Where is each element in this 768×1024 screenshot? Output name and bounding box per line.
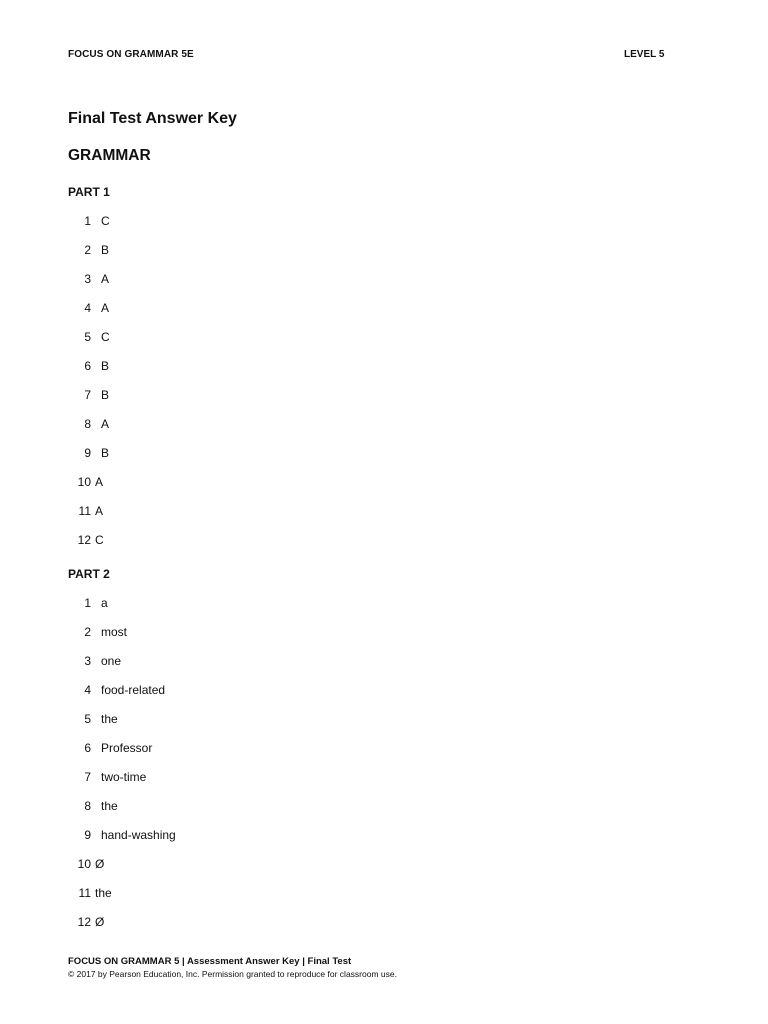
answer-row [68,915,176,944]
answer-row [68,533,110,562]
answer-value: the [101,799,118,813]
answer-value: A [95,475,104,489]
answer-value: Ø [95,857,105,871]
answer-value: C [95,533,104,547]
answer-number: 3 [84,272,91,286]
answer-row [68,683,176,712]
answer-value: most [101,625,128,639]
answer-row [68,359,110,388]
answer-row [68,301,110,330]
answer-number: 8 [84,799,91,813]
answer-row [68,330,110,359]
answer-value: hand-washing [101,828,176,842]
answer-value: B [101,388,110,402]
answer-value: two-time [101,770,147,784]
answer-value: the [101,712,118,726]
answer-row [68,214,110,243]
answer-value: C [101,330,110,344]
answer-value: Ø [95,915,105,929]
answer-row [68,654,176,683]
answer-value: Professor [101,741,153,755]
part-2-answer-list [68,596,176,944]
part-2-heading: PART 2 [68,567,110,581]
answer-number: 1 [84,596,91,610]
answer-number: 11 [78,504,91,518]
answer-row [68,504,110,533]
header-level: LEVEL 5 [624,49,665,60]
answer-value: A [101,301,110,315]
answer-row [68,741,176,770]
answer-row [68,886,176,915]
answer-row [68,446,110,475]
answer-number: 6 [84,359,91,373]
answer-row [68,712,176,741]
answer-number: 10 [77,857,91,871]
answer-number: 12 [77,915,91,929]
answer-number: 5 [84,330,91,344]
answer-number: 7 [84,388,91,402]
answer-number: 10 [77,475,91,489]
answer-row [68,243,110,272]
answer-row [68,596,176,625]
answer-value: food-related [101,683,166,697]
answer-row [68,417,110,446]
answer-value: C [101,214,110,228]
answer-value: B [101,359,110,373]
answer-value: one [101,654,122,668]
answer-number: 5 [84,712,91,726]
answer-number: 8 [84,417,91,431]
footer-title: FOCUS ON GRAMMAR 5 | Assessment Answer Key | Final Test [68,956,352,967]
answer-row [68,272,110,301]
answer-row [68,828,176,857]
answer-value: B [101,446,110,460]
answer-value: B [101,243,110,257]
answer-number: 4 [84,683,91,697]
answer-number: 2 [84,625,91,639]
answer-number: 2 [84,243,91,257]
document-title: Final Test Answer Key [68,110,237,127]
footer-copyright: © 2017 by Pearson Education, Inc. Permission granted to reproduce for classroom use. [68,969,397,979]
answer-number: 3 [84,654,91,668]
answer-row [68,625,176,654]
part-1-heading: PART 1 [68,185,110,199]
answer-number: 4 [84,301,91,315]
section-title: GRAMMAR [68,147,151,164]
answer-row [68,475,110,504]
answer-number: 9 [84,446,91,460]
answer-number: 9 [84,828,91,842]
answer-number: 7 [84,770,91,784]
answer-row [68,799,176,828]
answer-value: A [95,504,104,518]
answer-row [68,388,110,417]
answer-value: the [95,886,112,900]
header-left: FOCUS ON GRAMMAR 5E [68,49,194,60]
answer-number: 1 [84,214,91,228]
answer-number: 12 [77,533,91,547]
answer-value: A [101,417,110,431]
answer-value: A [101,272,110,286]
answer-number: 11 [78,886,91,900]
answer-value: a [101,596,108,610]
answer-number: 6 [84,741,91,755]
answer-row [68,857,176,886]
answer-row [68,770,176,799]
part-1-answer-list [68,214,110,562]
